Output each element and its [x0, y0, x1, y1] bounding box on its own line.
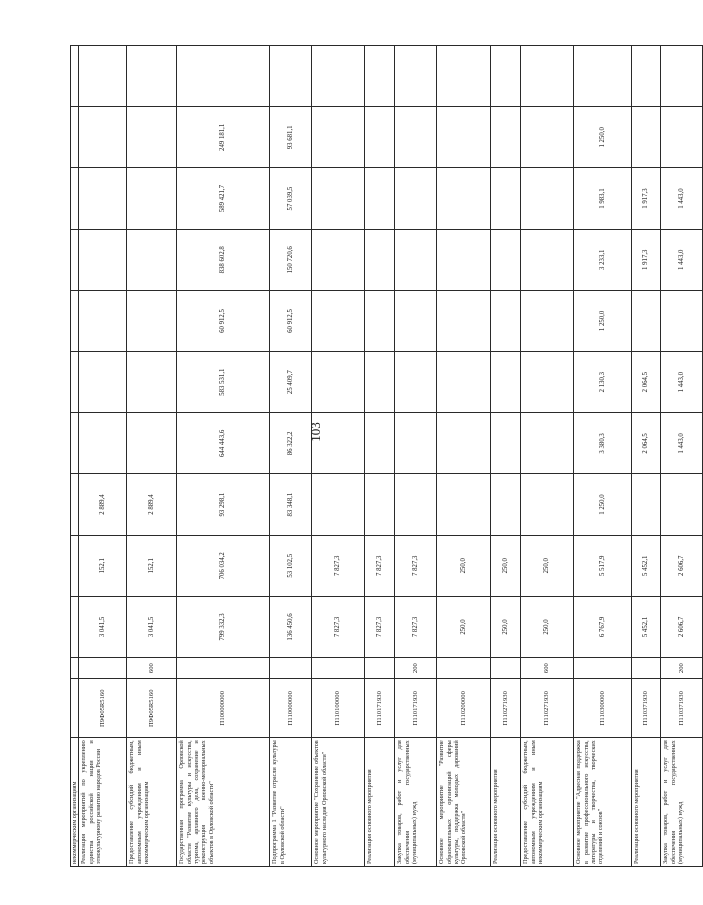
amount-cell: 644 443,6 — [177, 413, 270, 474]
amount-cell: 7 827,3 — [312, 596, 365, 657]
amount-cell — [491, 107, 521, 168]
amount-cell: 1 443,0 — [661, 168, 703, 229]
expense-type-cell — [437, 658, 491, 679]
target-code-cell: П110171930 — [365, 679, 395, 738]
amount-cell: 249 181,1 — [177, 107, 270, 168]
amount-cell: 2 606,7 — [661, 535, 703, 596]
amount-cell — [127, 290, 177, 351]
amount-cell: 150 720,6 — [270, 229, 312, 290]
item-name-cell: Основное мероприятие "Развитие образовательных организаций сферы культуры, поддержка молодых дарований Орловской области" — [437, 738, 491, 867]
amount-cell — [437, 229, 491, 290]
amount-cell — [521, 290, 574, 351]
target-code-cell: П110371930 — [661, 679, 703, 738]
amount-cell — [491, 46, 521, 107]
amount-cell — [395, 168, 437, 229]
amount-cell — [71, 168, 79, 229]
amount-cell — [521, 413, 574, 474]
amount-cell: 250,0 — [491, 596, 521, 657]
amount-cell — [71, 290, 79, 351]
item-name-cell: Основное мероприятие "Сохранение объектов культурного наследия Орловской области" — [312, 738, 365, 867]
amount-cell — [632, 46, 661, 107]
amount-cell — [365, 46, 395, 107]
amount-cell — [71, 107, 79, 168]
amount-cell — [437, 290, 491, 351]
amount-cell — [365, 474, 395, 535]
amount-cell — [79, 229, 127, 290]
expense-type-cell — [312, 658, 365, 679]
amount-cell — [312, 290, 365, 351]
amount-cell: 7 827,3 — [365, 596, 395, 657]
item-name-cell: Государственная программа Орловской области "Развитие культуры и искусства, туризма, архивного дела, сохранение и реконструкция военно-мемориальных объектов в Орловской области" — [177, 738, 270, 867]
table-row — [574, 46, 632, 867]
amount-cell: 1 443,0 — [661, 413, 703, 474]
amount-cell — [661, 46, 703, 107]
amount-cell — [661, 474, 703, 535]
amount-cell: 7 827,3 — [395, 535, 437, 596]
amount-cell — [365, 413, 395, 474]
amount-cell — [365, 168, 395, 229]
amount-cell — [127, 352, 177, 413]
target-code-cell: П100000000 — [177, 679, 270, 738]
amount-cell: 7 827,3 — [312, 535, 365, 596]
table-row — [437, 46, 491, 867]
amount-cell: 57 039,5 — [270, 168, 312, 229]
item-name-cell: Подпрограмма 1 "Развитие отрасли культуры в Орловской области" — [270, 738, 312, 867]
amount-cell: 1 443,0 — [661, 352, 703, 413]
amount-cell: 3 380,3 — [574, 413, 632, 474]
amount-cell — [395, 474, 437, 535]
amount-cell — [491, 352, 521, 413]
amount-cell: 5 452,1 — [632, 596, 661, 657]
amount-cell: 5 517,9 — [574, 535, 632, 596]
amount-cell: 53 102,5 — [270, 535, 312, 596]
amount-cell — [395, 352, 437, 413]
amount-cell — [632, 107, 661, 168]
target-code-cell: П110100000 — [312, 679, 365, 738]
amount-cell: 250,0 — [521, 535, 574, 596]
amount-cell — [312, 107, 365, 168]
amount-cell — [521, 229, 574, 290]
target-code-cell: П110171930 — [395, 679, 437, 738]
amount-cell — [395, 413, 437, 474]
amount-cell — [270, 46, 312, 107]
item-name-cell: Закупка товаров, работ и услуг для обеспечения государственных (муниципальных) нужд — [661, 738, 703, 867]
amount-cell — [127, 107, 177, 168]
amount-cell: 93 298,1 — [177, 474, 270, 535]
amount-cell — [491, 474, 521, 535]
item-name-cell: Закупка товаров, работ и услуг для обеспечения государственных (муниципальных) нужд — [395, 738, 437, 867]
amount-cell — [127, 168, 177, 229]
table-row — [177, 46, 270, 867]
amount-cell — [437, 168, 491, 229]
target-code-cell — [71, 679, 79, 738]
amount-cell: 93 681,1 — [270, 107, 312, 168]
amount-cell: 583 531,1 — [177, 352, 270, 413]
target-code-cell: П110271930 — [521, 679, 574, 738]
amount-cell — [79, 168, 127, 229]
amount-cell — [661, 107, 703, 168]
amount-cell: 3 041,5 — [127, 596, 177, 657]
expense-type-cell — [79, 658, 127, 679]
amount-cell — [491, 168, 521, 229]
amount-cell: 5 452,1 — [632, 535, 661, 596]
amount-cell — [127, 413, 177, 474]
amount-cell — [365, 229, 395, 290]
target-code-cell: П9Ф05R5160 — [127, 679, 177, 738]
amount-cell — [574, 46, 632, 107]
amount-cell — [312, 229, 365, 290]
amount-cell — [395, 290, 437, 351]
amount-cell — [71, 535, 79, 596]
amount-cell — [395, 46, 437, 107]
amount-cell: 1 250,0 — [574, 474, 632, 535]
amount-cell — [312, 413, 365, 474]
amount-cell: 2 064,5 — [632, 413, 661, 474]
table-row — [127, 46, 177, 867]
amount-cell: 152,1 — [79, 535, 127, 596]
amount-cell — [71, 413, 79, 474]
expense-type-cell: 200 — [395, 658, 437, 679]
expense-type-cell — [574, 658, 632, 679]
expense-type-cell: 200 — [661, 658, 703, 679]
expense-type-cell — [365, 658, 395, 679]
expense-type-cell: 600 — [127, 658, 177, 679]
amount-cell: 1 250,0 — [574, 290, 632, 351]
amount-cell — [521, 168, 574, 229]
amount-cell: 60 912,5 — [270, 290, 312, 351]
amount-cell — [661, 290, 703, 351]
amount-cell — [312, 474, 365, 535]
amount-cell — [312, 46, 365, 107]
amount-cell: 250,0 — [491, 535, 521, 596]
amount-cell — [79, 352, 127, 413]
item-name-cell: Реализация основного мероприятия — [491, 738, 521, 867]
amount-cell: 7 827,3 — [365, 535, 395, 596]
expense-type-cell — [177, 658, 270, 679]
amount-cell: 6 767,9 — [574, 596, 632, 657]
table-row — [270, 46, 312, 867]
table-row — [632, 46, 661, 867]
amount-cell — [312, 352, 365, 413]
amount-cell — [177, 46, 270, 107]
amount-cell: 7 827,3 — [395, 596, 437, 657]
table-row — [491, 46, 521, 867]
amount-cell: 250,0 — [437, 596, 491, 657]
amount-cell — [365, 107, 395, 168]
amount-cell: 60 912,5 — [177, 290, 270, 351]
target-code-cell: П9Ф05R5160 — [79, 679, 127, 738]
amount-cell: 83 348,1 — [270, 474, 312, 535]
expense-type-cell — [270, 658, 312, 679]
amount-cell — [79, 290, 127, 351]
amount-cell — [71, 46, 79, 107]
amount-cell — [521, 352, 574, 413]
item-name-cell: Предоставление субсидий бюджетным, автономным учреждениям и иным некоммерческим организациям — [127, 738, 177, 867]
amount-cell: 2 606,7 — [661, 596, 703, 657]
amount-cell — [365, 290, 395, 351]
amount-cell: 3 233,1 — [574, 229, 632, 290]
amount-cell — [79, 413, 127, 474]
amount-cell: 838 602,8 — [177, 229, 270, 290]
item-name-cell: Реализация основного мероприятия — [365, 738, 395, 867]
amount-cell: 250,0 — [521, 596, 574, 657]
table-row — [395, 46, 437, 867]
item-name-cell: Реализация основного мероприятия — [632, 738, 661, 867]
expense-type-cell — [632, 658, 661, 679]
amount-cell: 2 889,4 — [127, 474, 177, 535]
amount-cell — [395, 107, 437, 168]
amount-cell — [437, 352, 491, 413]
table-row — [79, 46, 127, 867]
amount-cell — [632, 290, 661, 351]
amount-cell: 2 130,3 — [574, 352, 632, 413]
target-code-cell: П110000000 — [270, 679, 312, 738]
target-code-cell: П110271930 — [491, 679, 521, 738]
table-row — [365, 46, 395, 867]
amount-cell: 2 889,4 — [79, 474, 127, 535]
amount-cell — [71, 474, 79, 535]
amount-cell: 1 443,0 — [661, 229, 703, 290]
page-number: 103 — [308, 422, 323, 442]
item-name-cell: Основное мероприятие "Адресная поддержка в развитие профессионального искусства, литературы и творчества, творческих отделений и союзов" — [574, 738, 632, 867]
amount-cell — [437, 413, 491, 474]
amount-cell — [491, 229, 521, 290]
target-code-cell: П110371930 — [632, 679, 661, 738]
amount-cell — [521, 107, 574, 168]
amount-cell: 250,0 — [437, 535, 491, 596]
amount-cell: 86 322,2 — [270, 413, 312, 474]
amount-cell — [521, 46, 574, 107]
amount-cell: 136 450,6 — [270, 596, 312, 657]
amount-cell: 1 917,3 — [632, 229, 661, 290]
amount-cell — [437, 107, 491, 168]
item-name-cell: Реализация мероприятий по укреплению единства российской нации и этнокультурному развитию народов России — [79, 738, 127, 867]
expense-type-cell: 600 — [521, 658, 574, 679]
amount-cell — [437, 474, 491, 535]
amount-cell — [79, 107, 127, 168]
table-row — [312, 46, 365, 867]
table-frame — [70, 45, 685, 867]
target-code-cell: П110200000 — [437, 679, 491, 738]
amount-cell: 706 034,2 — [177, 535, 270, 596]
amount-cell: 1 983,1 — [574, 168, 632, 229]
amount-cell — [127, 46, 177, 107]
amount-cell — [491, 290, 521, 351]
table-row — [521, 46, 574, 867]
amount-cell — [491, 413, 521, 474]
target-code-cell: П110300000 — [574, 679, 632, 738]
amount-cell: 25 409,7 — [270, 352, 312, 413]
amount-cell — [365, 352, 395, 413]
expense-type-cell — [71, 658, 79, 679]
amount-cell: 1 917,3 — [632, 168, 661, 229]
amount-cell: 589 421,7 — [177, 168, 270, 229]
amount-cell: 2 064,5 — [632, 352, 661, 413]
amount-cell — [127, 229, 177, 290]
amount-cell — [437, 46, 491, 107]
amount-cell — [71, 229, 79, 290]
item-name-cell: Предоставление субсидий бюджетным, автономным учреждениям и иным некоммерческим организациям — [521, 738, 574, 867]
amount-cell — [71, 352, 79, 413]
table-row — [71, 46, 79, 867]
amount-cell — [521, 474, 574, 535]
table-body — [71, 46, 703, 867]
amount-cell — [79, 46, 127, 107]
expense-type-cell — [491, 658, 521, 679]
amount-cell: 3 041,5 — [79, 596, 127, 657]
amount-cell: 1 250,0 — [574, 107, 632, 168]
amount-cell: 152,1 — [127, 535, 177, 596]
amount-cell: 799 332,3 — [177, 596, 270, 657]
amount-cell — [71, 596, 79, 657]
amount-cell — [632, 474, 661, 535]
amount-cell — [395, 229, 437, 290]
table-row — [661, 46, 703, 867]
amount-cell — [312, 168, 365, 229]
item-name-cell: некоммерческим организациям — [71, 738, 79, 867]
budget-table — [70, 45, 703, 867]
